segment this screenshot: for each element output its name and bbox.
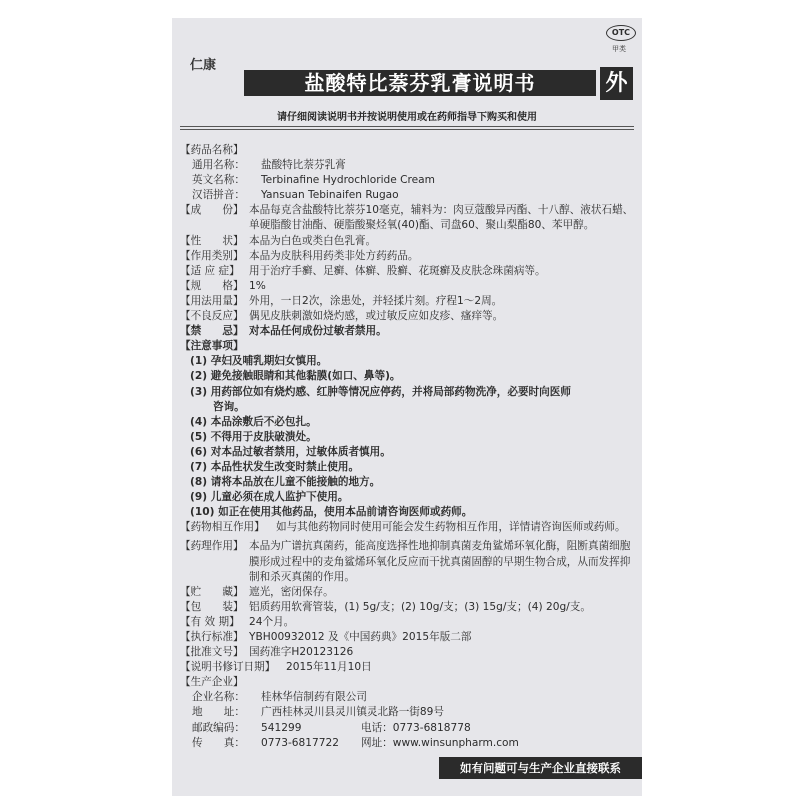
interactions-row: 【药物相互作用】 如与其他药物同时使用可能会发生药物相互作用，详情请咨询医师或药师。 bbox=[180, 521, 626, 534]
precaution-item: (1) 孕妇及哺乳期妇女慎用。 bbox=[190, 355, 328, 368]
adverse-row: 【不良反应】 偶见皮肤刺激如烧灼感，或过敏反应如皮疹、瘙痒等。 bbox=[180, 310, 504, 323]
precaution-item: (5) 不得用于皮肤破溃处。 bbox=[190, 430, 317, 443]
composition-row: 【成 份】 本品每克含盐酸特比萘芬10毫克，辅料为：肉豆蔻酸异丙酯、十八醇、液状石蜡、单硬脂酸甘油酯、硬脂酸聚烃氧(40)酯、司盘60、聚山梨酯80、苯甲醇。 bbox=[180, 204, 634, 232]
contact-footer: 如有问题可与生产企业直接联系 bbox=[439, 757, 642, 779]
validity-row: 【有 效 期】 24个月。 bbox=[180, 615, 295, 628]
usage-row: 【用法用量】 外用，一日2次，涂患处，并轻揉片刻。疗程1～2周。 bbox=[180, 294, 503, 307]
otc-class: 甲类 bbox=[612, 45, 626, 53]
category-row: 【作用类别】 本品为皮肤科用药类非处方药药品。 bbox=[180, 249, 419, 262]
contraindications-row: 【禁 忌】 对本品任何成份过敏者禁用。 bbox=[180, 325, 387, 338]
precaution-item: (3) 用药部位如有烧灼感、红肿等情况应停药，并将局部药物洗净，必要时向医师 bbox=[190, 385, 571, 398]
manufacturer-fax-row: 传 真： 0773-6817722 网址： www.winsunpharm.com bbox=[192, 736, 519, 749]
precaution-item: (2) 避免接触眼睛和其他黏膜(如口、鼻等)。 bbox=[190, 370, 401, 383]
spec-row: 【规 格】 1% bbox=[180, 279, 266, 292]
divider bbox=[180, 126, 634, 127]
package-row: 【包 装】 铝质药用软膏管装，(1) 5g/支；(2) 10g/支；(3) 15g/支；(4) 20g/支。 bbox=[180, 600, 591, 613]
precaution-item: (7) 本品性状发生改变时禁止使用。 bbox=[190, 460, 360, 473]
pharmacology-row: 【药理作用】 本品为广谱抗真菌药，能高度选择性地抑制真菌麦角鲨烯环氧化酶，阻断真菌细胞膜形成过程中的麦角鲨烯环氧化反应而干扰真菌固醇的早期生物合成，从而发挥抑制和杀灭真菌的作用。 bbox=[180, 540, 631, 583]
manufacturer-header: 【生产企业】 bbox=[180, 676, 244, 689]
external-use-mark: 外 bbox=[600, 67, 633, 100]
brand-logo: 仁康 bbox=[190, 58, 217, 73]
precautions-header: 【注意事项】 bbox=[180, 340, 244, 353]
precaution-item: (10) 如正在使用其他药品，使用本品前请咨询医师或药师。 bbox=[190, 506, 473, 519]
indications-row: 【适 应 症】 用于治疗手癣、足癣、体癣、股癣、花斑癣及皮肤念珠菌病等。 bbox=[180, 264, 546, 277]
manufacturer-name-row: 企业名称： 桂林华信制药有限公司 bbox=[192, 691, 367, 704]
precaution-item: (8) 请将本品放在儿童不能接触的地方。 bbox=[190, 476, 381, 489]
page-title: 盐酸特比萘芬乳膏说明书 bbox=[244, 70, 596, 96]
divider bbox=[180, 129, 634, 130]
revision-row: 【说明书修订日期】 2015年11月10日 bbox=[180, 661, 372, 674]
precaution-item: (6) 对本品过敏者禁用，过敏体质者慎用。 bbox=[190, 445, 391, 458]
pinyin-row: 汉语拼音： Yansuan Tebinaifen Rugao bbox=[192, 189, 399, 202]
precaution-item: (9) 儿童必须在成人监护下使用。 bbox=[190, 491, 349, 504]
approval-row: 【批准文号】 国药准字H20123126 bbox=[180, 646, 354, 659]
usage-warning: 请仔细阅读说明书并按说明使用或在药师指导下购买和使用 bbox=[277, 112, 537, 123]
manufacturer-address-row: 地 址： 广西桂林灵川县灵川镇灵北路一街89号 bbox=[192, 706, 444, 719]
precaution-item: (4) 本品涂敷后不必包扎。 bbox=[190, 415, 317, 428]
leaflet-body bbox=[180, 143, 638, 751]
properties-row: 【性 状】 本品为白色或类白色乳膏。 bbox=[180, 234, 377, 247]
drug-name-header: 【药品名称】 bbox=[180, 144, 244, 156]
english-name-row: 英文名称： Terbinafine Hydrochloride Cream bbox=[192, 174, 435, 187]
generic-name-row: 通用名称： 盐酸特比萘芬乳膏 bbox=[192, 159, 346, 172]
precaution-item-continued: 咨询。 bbox=[213, 400, 245, 413]
otc-badge: OTC bbox=[606, 25, 636, 41]
standard-row: 【执行标准】 YBH00932012 及《中国药典》2015年版二部 bbox=[180, 631, 472, 643]
storage-row: 【贮 藏】 遮光，密闭保存。 bbox=[180, 585, 334, 598]
manufacturer-zip-row: 邮政编码： 541299 电话： 0773-6818778 bbox=[192, 721, 471, 734]
